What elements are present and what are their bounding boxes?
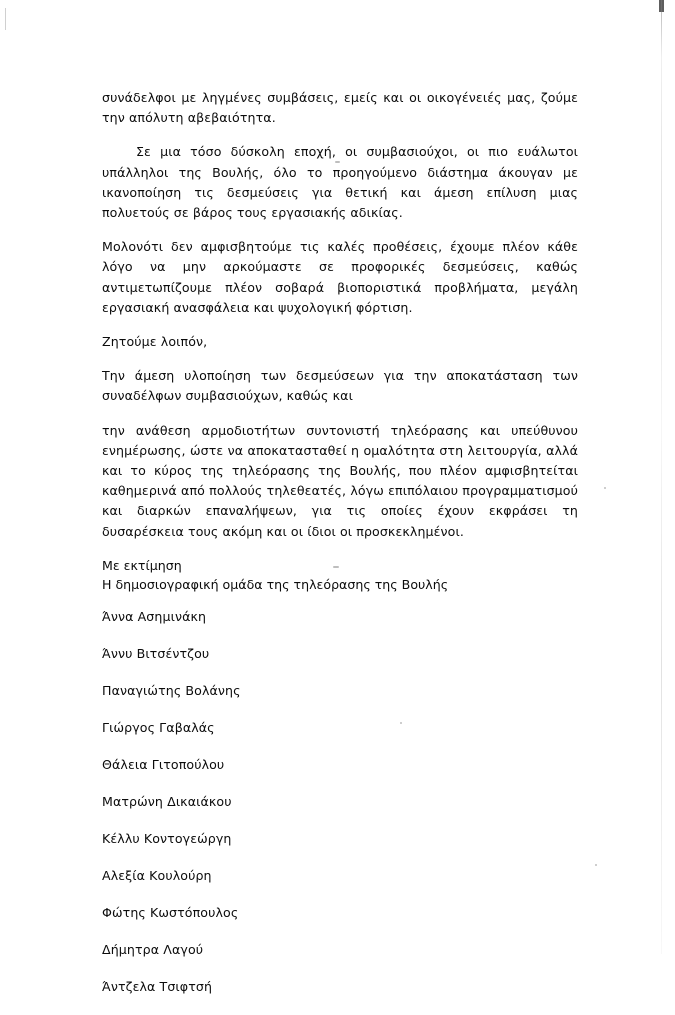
signoff-block	[102, 556, 578, 594]
signoff-group: Η δημοσιογραφική ομάδα της τηλεόρασης της Βουλής	[102, 576, 449, 592]
list-item: Αλεξία Κουλούρη	[102, 867, 212, 883]
paragraph-3: Μολονότι δεν αμφισβητούμε τις καλές προθέσεις, έχουμε πλέον κάθε λόγο να μην αρκούμαστε σε προφορικές δεσμεύσεις, καθώς αντιμετωπίζουμε πλέον σοβαρά βιοποριστικά προβλήματα, μεγάλη εργασιακή ανασφάλεια και ψυχολογική φόρτιση.	[102, 239, 578, 315]
list-item: Θάλεια Γιτοπούλου	[102, 756, 225, 772]
list-item: Δήμητρα Λαγού	[102, 941, 204, 957]
signoff-closing: Με εκτίμηση	[102, 557, 182, 573]
scan-artifact-right-edge-line	[661, 0, 662, 954]
signatory-list	[102, 608, 578, 996]
list-item: Άννυ Βιτσέντζου	[102, 645, 210, 661]
list-item: Άντζελα Τσιφτσή	[102, 978, 213, 994]
paragraph-request-intro: Ζητούμε λοιπόν,	[102, 334, 208, 350]
scan-speck	[604, 487, 606, 489]
list-item: Κέλλυ Κοντογεώργη	[102, 830, 232, 846]
list-item: Παναγιώτης Βολάνης	[102, 682, 241, 698]
paragraph-1: συνάδελφοι με ληγμένες συμβάσεις, εμείς και οι οικογένειές μας, ζούμε την απόλυτη αβεβαιότητα.	[102, 90, 578, 126]
scan-artifact-left-edge-mark	[5, 8, 6, 30]
list-item: Ματρώνη Δικαιάκου	[102, 793, 232, 809]
letter-body	[102, 88, 578, 1015]
paragraph-demand-1: Την άμεση υλοποίηση των δεσμεύσεων για την αποκατάσταση των συναδέλφων συμβασιούχων, καθώς και	[102, 368, 578, 404]
paragraph-2: Σε μια τόσο δύσκολη εποχή, οι συμβασιούχοι, οι πιο ευάλωτοι υπάλληλοι της Βουλής, όλο το προηγούμενο διάστημα άκουγαν με ικανοποίηση τις δεσμεύσεις για θετική και άμεση επίλυση μιας πολυετούς σε βάρος τους εργασιακής αδικίας.	[102, 144, 578, 221]
scan-speck	[595, 864, 597, 866]
paragraph-demand-2: την ανάθεση αρμοδιοτήτων συντονιστή τηλεόρασης και υπεύθυνου ενημέρωσης, ώστε να αποκατασταθεί η ομαλότητα στη λειτουργία, αλλά και το κύρος της τηλεόρασης της Βουλής, που πλέον αμφισβητείται καθημερινά από πολλούς τηλεθεατές, λόγω επιπόλαιου προγραμματισμού και διαρκών επαναλήψεων, για τις οποίες έχουν εκφράσει τη δυσαρέσκεια τους ακόμη και οι ίδιοι οι προσκεκλημένοι.	[102, 422, 578, 539]
list-item: Γιώργος Γαβαλάς	[102, 719, 215, 735]
list-item: Άννα Ασημινάκη	[102, 608, 207, 624]
list-item: Φώτης Κωστόπουλος	[102, 904, 239, 920]
